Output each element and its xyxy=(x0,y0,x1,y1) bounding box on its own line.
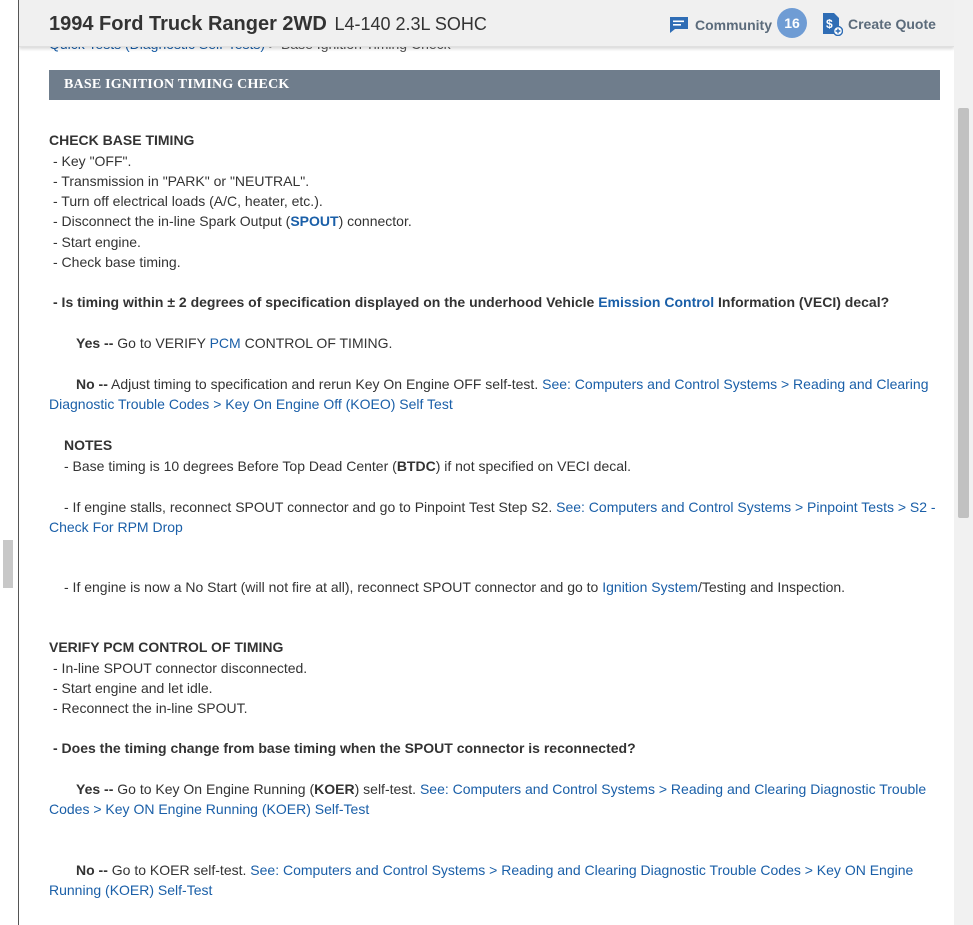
engine-subtitle: L4-140 2.3L SOHC xyxy=(334,14,487,34)
note-item xyxy=(49,497,939,537)
no-answer xyxy=(49,860,939,900)
note-text: - If engine stalls, reconnect SPOUT connector and go to Pinpoint Test Step S2. xyxy=(64,499,557,515)
answer-text: Go to VERIFY xyxy=(113,335,210,351)
chat-icon xyxy=(669,16,689,34)
no-label: No -- xyxy=(76,862,108,878)
quote-document-icon xyxy=(821,12,843,36)
spout-link[interactable]: SPOUT xyxy=(290,213,339,229)
answer-text: CONTROL OF TIMING. xyxy=(240,335,393,351)
emission-control-link[interactable]: Emission Control xyxy=(598,294,715,310)
answer-text: KOER xyxy=(314,781,355,797)
ignition-system-link[interactable]: Ignition System xyxy=(602,579,698,595)
answer-text: Go to KOER self-test. xyxy=(107,862,251,878)
pcm-link[interactable]: PCM xyxy=(209,335,241,351)
svg-text:$: $ xyxy=(826,17,833,31)
create-quote-button[interactable] xyxy=(821,12,936,36)
notes-heading: NOTES xyxy=(64,437,113,453)
check-step: - Key "OFF". xyxy=(53,153,132,169)
note-item xyxy=(64,577,845,597)
no-answer xyxy=(49,374,939,414)
timing-change-question: - Does the timing change from base timing when the SPOUT connector is reconnected? xyxy=(53,740,636,756)
no-label: No -- xyxy=(76,376,108,392)
check-step: - Start engine. xyxy=(53,234,141,250)
page-title xyxy=(49,13,487,36)
check-step: - Check base timing. xyxy=(53,254,181,270)
check-step: - Transmission in "PARK" or "NEUTRAL". xyxy=(53,173,310,189)
rpm-drop-link[interactable]: See: Computers and Control Systems > Pinpoint Tests > S2 - Check For RPM Drop xyxy=(49,499,936,535)
verify-step: - In-line SPOUT connector disconnected. xyxy=(53,660,308,676)
community-button[interactable] xyxy=(669,12,807,38)
check-step: - Turn off electrical loads (A/C, heater, etc.). xyxy=(53,193,323,209)
koer-self-test-link[interactable]: See: Computers and Control Systems > Reading and Clearing Diagnostic Trouble Codes > Key ON Engine Running (KOER) Self-Test xyxy=(49,781,927,817)
note-text: - Base timing is 10 degrees Before Top Dead Center ( xyxy=(64,458,397,474)
question-text: Information (VECI) decal? xyxy=(714,294,890,310)
yes-label: Yes -- xyxy=(76,335,114,351)
verify-step: - Reconnect the in-line SPOUT. xyxy=(53,700,248,716)
note-text: BTDC xyxy=(396,458,436,474)
community-label: Community xyxy=(695,17,772,33)
left-gutter xyxy=(0,0,19,925)
yes-answer xyxy=(76,333,392,353)
timing-question xyxy=(53,292,889,312)
verify-step: - Start engine and let idle. xyxy=(53,680,213,696)
yes-label: Yes -- xyxy=(76,781,114,797)
note-item xyxy=(64,456,631,476)
koer-self-test-link[interactable]: See: Computers and Control Systems > Reading and Clearing Diagnostic Trouble Codes > Key ON Engine Running (KOER) Self-Test xyxy=(49,862,914,898)
yes-answer xyxy=(49,779,939,819)
section-banner: BASE IGNITION TIMING CHECK xyxy=(49,70,940,100)
article-content xyxy=(19,0,954,925)
vehicle-title: 1994 Ford Truck Ranger 2WD xyxy=(49,13,327,35)
answer-text: Go to Key On Engine Running ( xyxy=(113,781,315,797)
create-quote-label: Create Quote xyxy=(848,16,936,32)
koeo-self-test-link[interactable]: See: Computers and Control Systems > Reading and Clearing Diagnostic Trouble Codes > Key On Engine Off (KOEO) Self Test xyxy=(49,376,929,412)
note-text: ) if not specified on VECI decal. xyxy=(435,458,632,474)
check-step-text: - Disconnect the in-line Spark Output ( xyxy=(53,213,291,229)
note-text: - If engine is now a No Start (will not fire at all), reconnect SPOUT connector and go to xyxy=(64,579,603,595)
check-base-timing-heading: CHECK BASE TIMING xyxy=(49,132,195,148)
vehicle-header xyxy=(19,0,954,47)
answer-text: ) self-test. xyxy=(354,781,420,797)
note-text: /Testing and Inspection. xyxy=(697,579,846,595)
answer-text: Adjust timing to specification and rerun Key On Engine OFF self-test. xyxy=(107,376,543,392)
check-step xyxy=(53,211,412,231)
check-step-text: ) connector. xyxy=(338,213,412,229)
community-count-badge: 16 xyxy=(777,8,807,38)
resize-handle[interactable] xyxy=(3,540,13,588)
scrollbar-thumb[interactable] xyxy=(958,108,969,518)
verify-pcm-heading: VERIFY PCM CONTROL OF TIMING xyxy=(49,639,284,655)
question-text: - Is timing within ± 2 degrees of specification displayed on the underhood Vehicle xyxy=(53,294,599,310)
